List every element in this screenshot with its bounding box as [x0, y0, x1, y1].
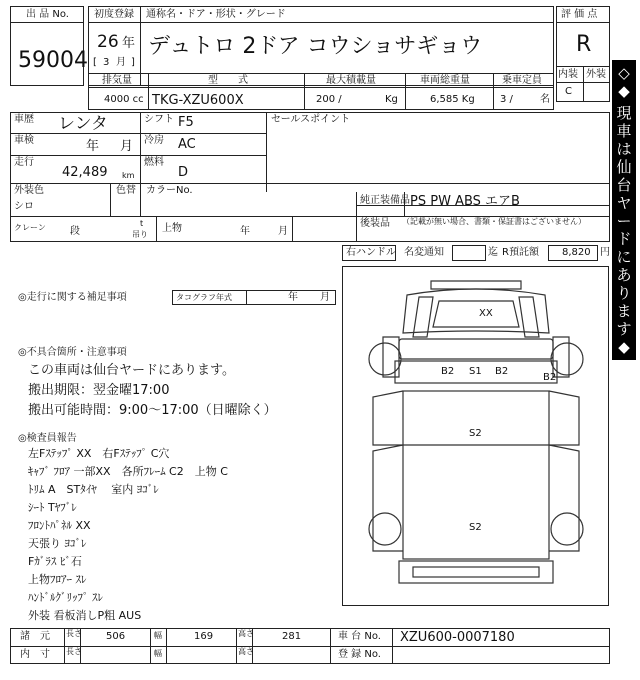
upper-year: 年: [240, 226, 250, 237]
damage-mark: B2: [495, 366, 509, 377]
model-name: デュトロ 2ドア コウショサギョウ: [148, 34, 483, 59]
damage-mark: B2: [543, 372, 557, 383]
fuel-label: 燃料: [144, 157, 164, 168]
inspector-line: ﾊﾝﾄﾞﾙｸﾞﾘｯﾌﾟ ｽﾚ: [28, 591, 103, 604]
damage-mark: B2: [441, 366, 455, 377]
yard-notice-banner: [612, 60, 636, 374]
capacity-unit: 名: [540, 94, 550, 105]
sales-point-label: セールスポイント: [271, 114, 351, 125]
banner-char: す: [616, 320, 632, 338]
height-label: 高さ: [238, 629, 254, 638]
reg-year-unit: 年: [122, 36, 136, 51]
interior-label: 内装: [558, 69, 578, 80]
gross-weight: 6,585 Kg: [430, 94, 475, 105]
banner-char: 現: [616, 104, 632, 122]
damage-mark: S2: [469, 522, 482, 533]
gross-weight-label: 車両総重量: [420, 75, 470, 86]
standard-equip: PS PW ABS エアB: [410, 194, 520, 209]
interior-grade: C: [565, 86, 572, 97]
truck-diagram: [342, 266, 609, 606]
banner-char: り: [616, 284, 632, 302]
diamond-filled-icon: ◆: [618, 338, 630, 356]
damage-mark: S1: [469, 366, 482, 377]
banner-char: に: [616, 248, 632, 266]
inspector-line: ﾄﾘﾑ A STﾀｲﾔ 室内 ﾖｺﾞﾚ: [28, 483, 159, 496]
driving-label: ◎走行に関する補足事項: [18, 292, 127, 303]
in-height-label: 高さ: [238, 647, 254, 656]
defects-label: ◎不具合箇所・注意事項: [18, 347, 127, 358]
tacho-month: 月: [320, 292, 330, 303]
capacity-label: 乗車定員: [502, 75, 542, 86]
score-label: 評 価 点: [561, 9, 598, 20]
r-fee: 8,820: [562, 247, 591, 258]
dims-label: 諸 元: [20, 631, 50, 642]
crane-label: クレーン: [14, 223, 46, 232]
crane-stage: 段: [70, 226, 80, 237]
ac-label: 冷房: [144, 135, 164, 146]
diamond-outline-icon: ◇: [618, 64, 630, 82]
exterior-color: シロ: [14, 201, 34, 212]
model-code: TKG-XZU600X: [152, 93, 244, 108]
in-width-label: 幅: [154, 649, 162, 658]
displacement: 4000 cc: [104, 94, 144, 105]
defect-line: この車両は仙台ヤードにあります。: [28, 363, 235, 378]
aftermarket-note: （記載が無い場合、書類・保証書はございません）: [402, 217, 586, 226]
fuel: D: [178, 165, 189, 180]
inspector-line: ｷｬﾌﾞ ﾌﾛｱ 一部XX 各所ﾌﾚｰﾑ C2 上物 C: [28, 465, 228, 478]
exterior-color-label: 外装色: [14, 185, 44, 196]
type-label: 型 式: [208, 75, 248, 86]
first-reg-label: 初度登録: [94, 9, 134, 20]
max-load-label: 最大積載量: [326, 75, 376, 86]
banner-char: 仙: [616, 158, 632, 176]
max-load-unit: Kg: [385, 94, 398, 105]
mileage-unit: km: [122, 171, 135, 180]
banner-char: 車: [616, 122, 632, 140]
banner-char: は: [616, 140, 632, 158]
banner-char: ヤ: [616, 194, 632, 212]
banner-char: ー: [616, 212, 632, 230]
upper-month: 月: [278, 226, 288, 237]
inspector-line: ﾌﾛﾝﾄﾊﾟﾈﾙ XX: [28, 519, 91, 532]
standard-equip-label: 純正装備品: [360, 195, 410, 206]
r-fee-unit: 円: [600, 247, 610, 258]
inspector-line: Fｶﾞﾗｽ ﾋﾞ石: [28, 555, 82, 568]
history: レンタ: [58, 114, 108, 134]
inspector-line: ｼｰﾄ Tﾔﾌﾞﾚ: [28, 501, 77, 514]
width-label: 幅: [154, 631, 162, 640]
width: 169: [194, 631, 214, 642]
shift-label: シフト: [144, 114, 174, 125]
shift: F5: [178, 115, 194, 130]
name-change: 名変通知: [404, 247, 444, 258]
mileage: 42,489: [62, 165, 108, 180]
tacho-year: 年: [288, 292, 298, 303]
reg-year: 26: [97, 32, 119, 52]
upper-label: 上物: [162, 223, 182, 234]
diamond-filled-icon: ◆: [618, 82, 630, 100]
color-change-label: 色替: [116, 185, 136, 196]
inspection-month: 月: [120, 139, 134, 154]
lot-label: 出 品 No.: [26, 9, 69, 20]
reg-month-unit: 月: [116, 57, 126, 68]
inspector-line: 上物ﾌﾛｱｰ ｽﾚ: [28, 573, 87, 586]
defect-line: 搬出期限：翌金曜17:00: [28, 383, 170, 398]
name-change-box: [452, 245, 486, 261]
ac: AC: [178, 137, 196, 152]
inspection-year: 年: [86, 139, 100, 154]
damage-mark: XX: [479, 308, 493, 319]
deadline-prefix: 迄: [488, 247, 498, 258]
in-length-label: 長さ: [66, 647, 82, 656]
damage-mark: S2: [469, 428, 482, 439]
r-fee-label: R預託額: [502, 247, 539, 258]
banner-char: ま: [616, 302, 632, 320]
rhd: 右ハンドル: [346, 247, 396, 258]
inspector-line: 外装 看板消しP粗 AUS: [28, 609, 142, 622]
inspector-label: ◎検査員報告: [18, 433, 77, 444]
tachograph-label: タコグラフ年式: [176, 293, 232, 302]
color-no-label: カラーNo.: [146, 185, 193, 196]
score-value: R: [576, 32, 592, 57]
capacity: 3 /: [500, 94, 513, 105]
inspector-line: 左Fｽﾃｯﾌﾟ XX 右Fｽﾃｯﾌﾟ C穴: [28, 447, 170, 460]
exterior-label: 外装: [586, 69, 606, 80]
crane-hang: 吊り: [132, 230, 148, 239]
lot-number: 59004: [18, 48, 88, 73]
crane-ton: t: [140, 219, 144, 228]
defect-line: 搬出可能時間：9:00～17:00（日曜除く）: [28, 403, 277, 418]
height: 281: [282, 631, 302, 642]
displacement-label: 排気量: [102, 75, 132, 86]
max-load: 200 /: [316, 94, 342, 105]
length: 506: [106, 631, 126, 642]
mileage-label: 走行: [14, 157, 34, 168]
banner-char: あ: [616, 266, 632, 284]
length-label: 長さ: [66, 629, 82, 638]
aftermarket-label: 後装品: [360, 218, 390, 229]
chassis-number: XZU600-0007180: [400, 630, 515, 645]
chassis-label: 車 台 No.: [338, 631, 381, 642]
reg-no-label: 登 録 No.: [338, 649, 381, 660]
history-label: 車歴: [14, 114, 34, 125]
banner-char: 台: [616, 176, 632, 194]
inspector-line: 天張り ﾖｺﾞﾚ: [28, 537, 87, 550]
inspection-label: 車検: [14, 135, 34, 146]
diamond-outline-icon: ◇: [618, 356, 630, 374]
name-label: 通称名・ドア・形状・グレード: [146, 9, 286, 20]
banner-char: ド: [616, 230, 632, 248]
interior-dims-label: 内 寸: [20, 649, 50, 660]
reg-month: 3: [103, 57, 110, 68]
